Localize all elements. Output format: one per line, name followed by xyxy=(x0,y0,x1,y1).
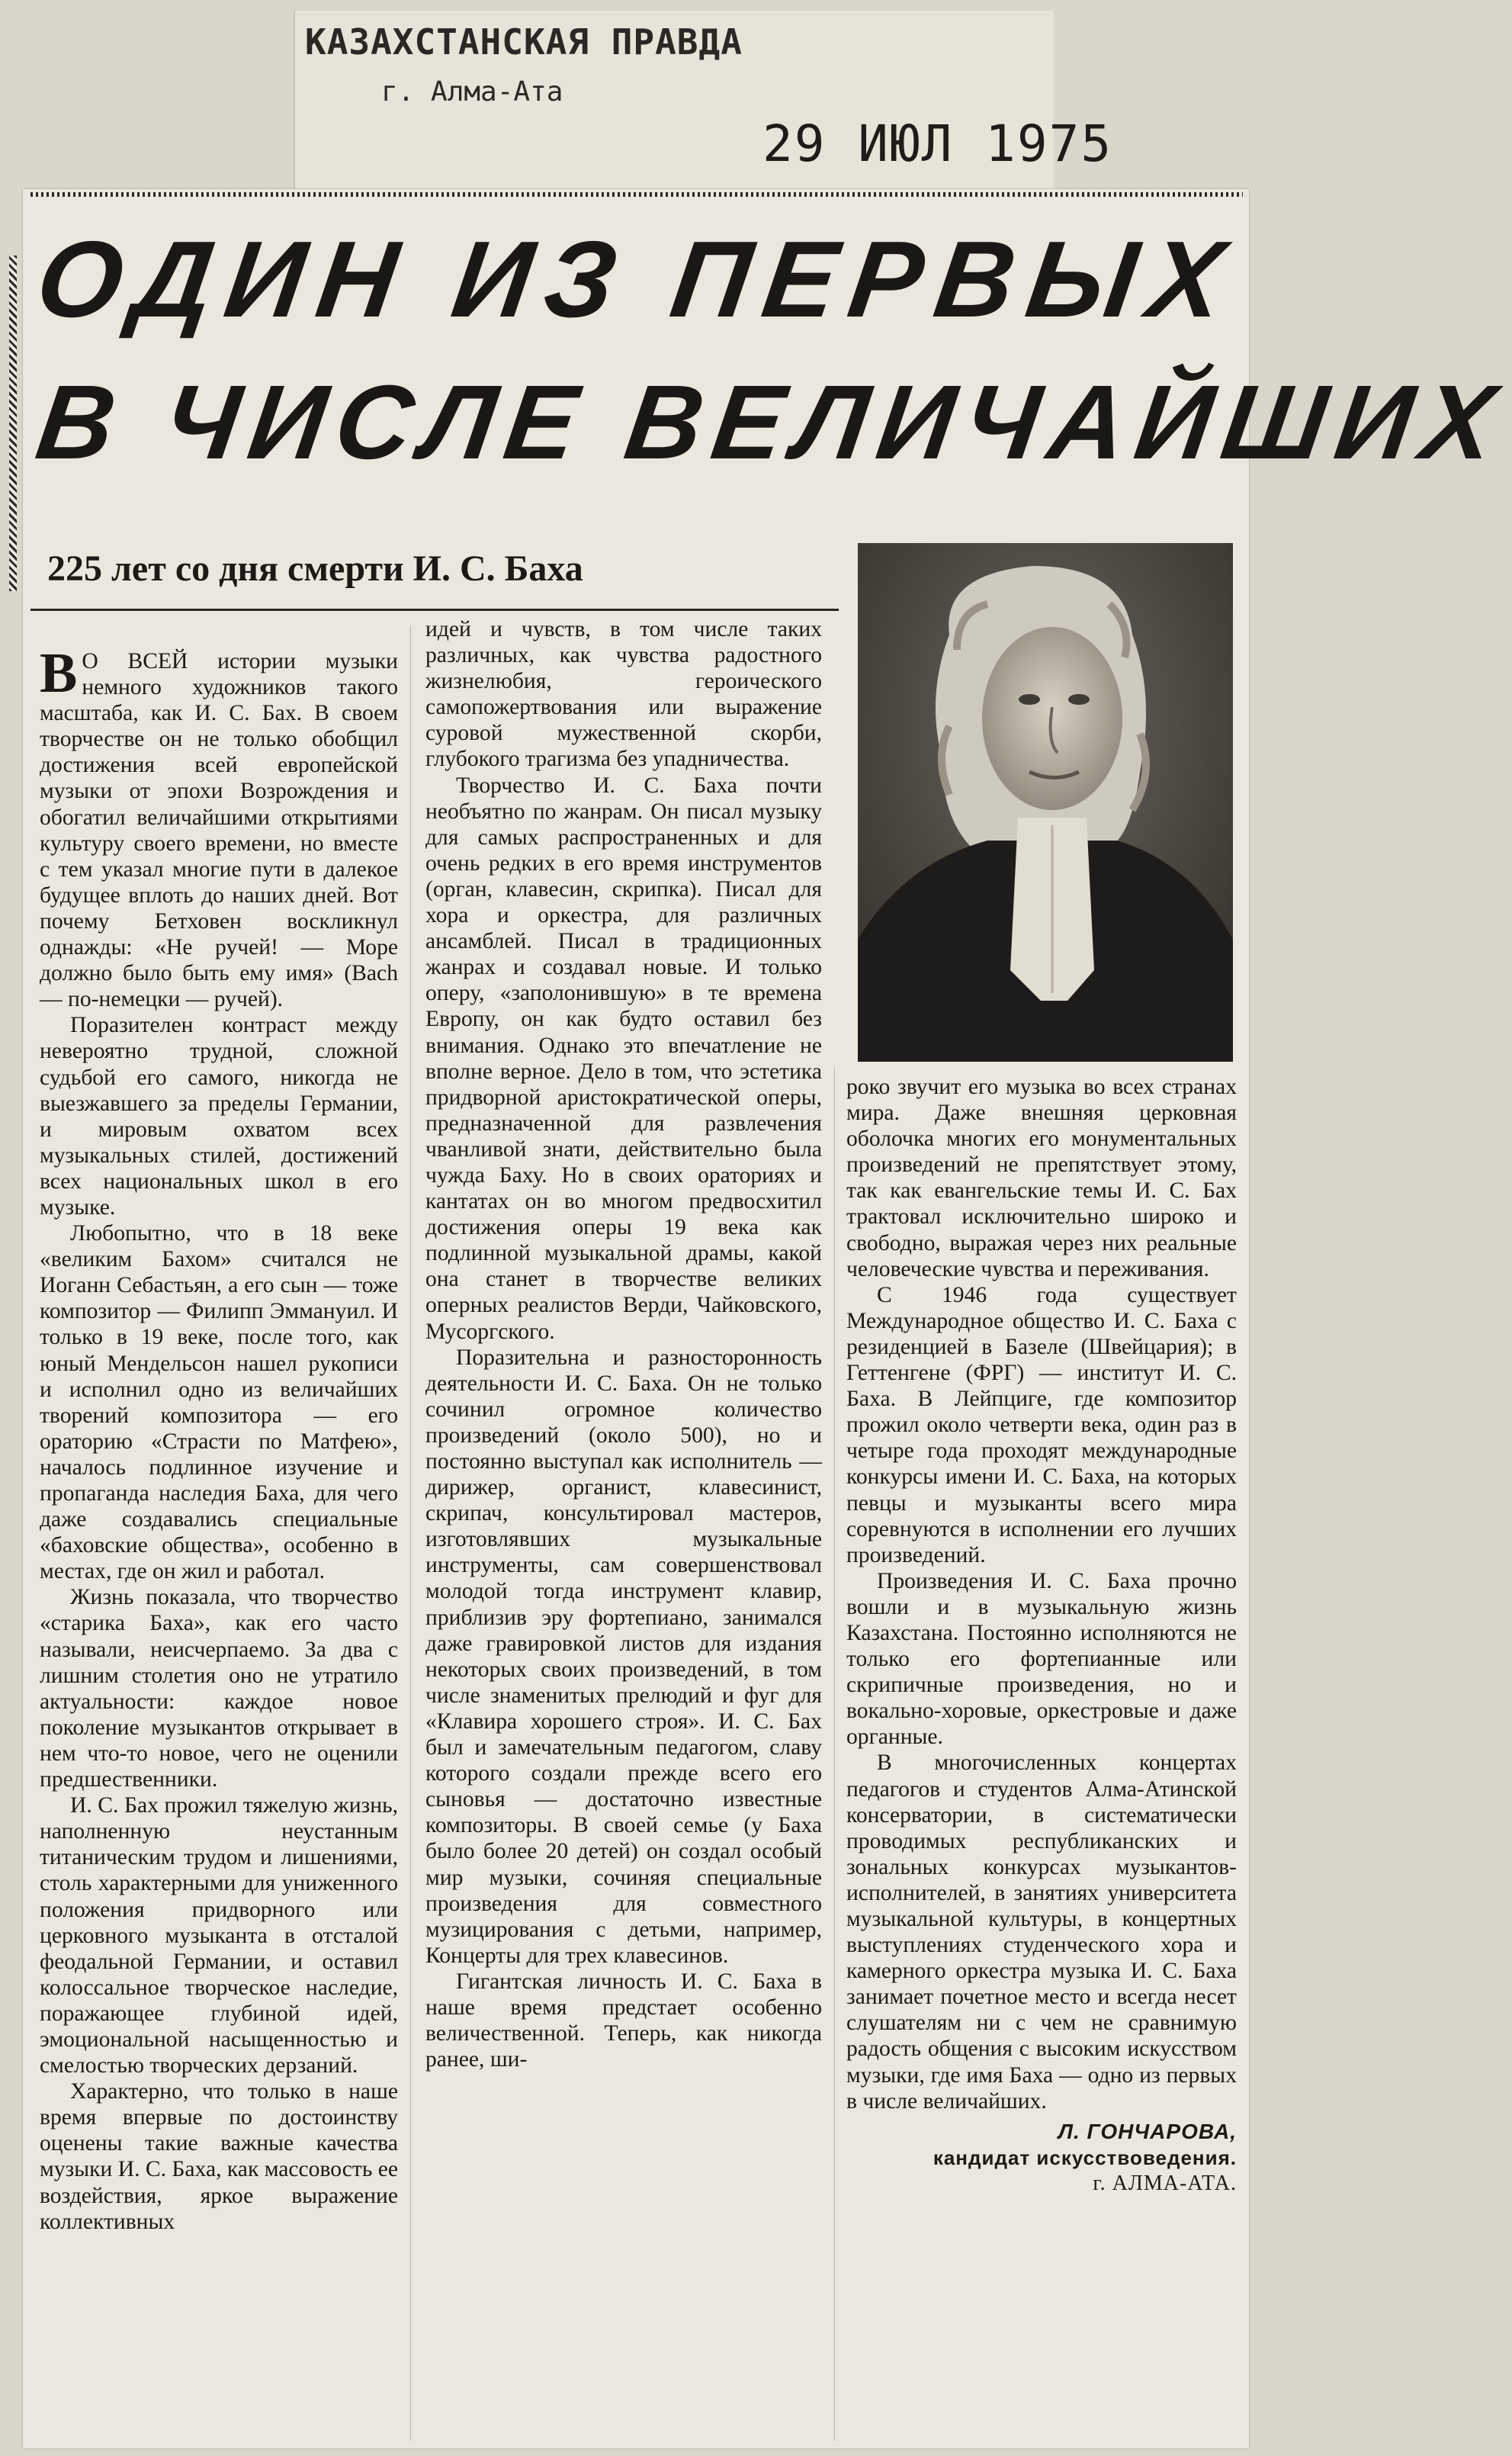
paragraph: Творчество И. С. Баха почти необъятно по жанрам. Он писал музыку для самых распространенных и для очень редких в его время инструментов (орган, клавесин, скрипка). Писал для хора и оркестра, для различных ансамблей. Писал в традиционных жанрах и создавал новые. И только оперу, «заполонившую» в те времена Европу, он как будто оставил без внимания. Однако это впечатление не вполне верное. Дело в том, что эстетика придворной аристократической оперы, предназначенной для развлечения чванливой знати, действительно была чужда Баху. Но в своих ораториях и кантатах он во многом предвосхитил достижения оперы 19 века как подлинной музыкальной драмы, какой она станет в творчестве великих оперных реалистов Верди, Чайковского, Мусоргского. xyxy=(425,773,822,1344)
paragraph: идей и чувств, в том числе таких различных, как чувства радостного жизнелюбия, героического самопожертвования или выражение суровой мужественной скорби, глубокого трагизма без упадничества. xyxy=(425,617,822,772)
author-name: Л. ГОНЧАРОВА, xyxy=(1058,2119,1237,2143)
article-column-1 xyxy=(40,642,398,2235)
headline-line-2: В ЧИСЛЕ ВЕЛИЧАЙШИХ xyxy=(30,364,1512,481)
paragraph: Поразителен контраст между невероятно трудной, сложной судьбой его самого, никогда не выезжавшего за пределы Германии, и мировым охватом всех музыкальных стилей, достижений всех национальных школ в его музыке. xyxy=(40,1013,398,1220)
column-divider-1 xyxy=(410,625,411,2441)
paragraph: Произведения И. С. Баха прочно вошли и в музыкальную жизнь Казахстана. Постоянно исполняются не только его фортепианные или скрипичные произведения, но и вокально-хоровые, оркестровые и даже органные. xyxy=(846,1568,1237,1750)
left-decorative-rule xyxy=(9,256,17,591)
paragraph: Любопытно, что в 18 веке «великим Бахом» считался не Иоганн Себастьян, а его сын — тоже композитор — Филипп Эммануил. И только в 19 веке, после того, как юный Мендельсон нашел рукописи и исполнил одно из величайших творений композитора — его ораторию «Страсти по Матфею», началось подлинное изучение и пропаганда наследия Баха, для чего даже создавались специальные «баховские общества», особенно в местах, где он жил и работал. xyxy=(40,1221,398,1584)
top-decorative-rule xyxy=(30,192,1243,197)
portrait-photo xyxy=(858,543,1233,1062)
paragraph: Поразительна и разносторонность деятельности И. С. Баха. Он не только сочинил огромное количество произведений (около 500), но и постоянно выступал как исполнитель — дирижер, органист, клавесинист, скрипач, консультировал мастеров, изготовлявших музыкальные инструменты, сам совершенствовал молодой тогда инструмент клавир, приблизив эру фортепиано, занимался даже гравировкой листов для издания некоторых своих произведений, в том числе знаменитых прелюдий и фуг для «Клавира хорошего строя». И. С. Бах был и замечательным педагогом, славу которого создали прежде всего его сыновья — достаточно известные композиторы. В своей семье (у Баха было более 20 детей) он создал особый мир музыки, сочиняя специальные произведения для совместного музицирования с детьми, например, Концерты для трех клавесинов. xyxy=(425,1345,822,1968)
newspaper-name: КАЗАХСТАНСКАЯ ПРАВДА xyxy=(305,21,743,63)
paragraph: Характерно, что только в наше время впервые по достоинству оценены такие важные качества музыки И. С. Баха, как массовость ее воздействия, яркое выражение коллективных xyxy=(40,2079,398,2234)
paragraph: роко звучит его музыка во всех странах мира. Даже внешняя церковная оболочка многих его монументальных произведений не препятствует этому, так как евангельские темы И. С. Бах трактовал исключительно широко и свободно, выражая через них реальные человеческие чувства и переживания. xyxy=(846,1075,1237,1281)
headline-line-1: ОДИН ИЗ ПЕРВЫХ xyxy=(29,219,1245,340)
author-city: г. АЛМА-АТА. xyxy=(1093,2171,1237,2195)
article-column-2 xyxy=(425,616,822,2072)
drop-cap: В xyxy=(40,642,78,705)
paragraph: В многочисленных концертах педагогов и студентов Алма-Атинской консерватории, в систематически проводимых республиканских и зональных конкурсах музыкантов-исполнителей, в занятиях университета музыкальной культуры, в концертных выступлениях студенческого хора и камерного оркестра музыка И. С. Баха занимает почетное место и всегда несет слушателям ни с чем не сравнимую радость общения с высоким искусством музыки, где имя Баха — одно из первых в числе величайших. xyxy=(846,1750,1237,2114)
paragraph: Жизнь показала, что творчество «старика Баха», как его часто называли, неисчерпаемо. За два с лишним столетия оно не утратило актуальности: каждое новое поколение музыкантов открывает в нем что-то новое, чего не оценили предшественники. xyxy=(40,1585,398,1792)
bach-portrait-image xyxy=(858,543,1233,1062)
paragraph-text: О ВСЕЙ истории музыки немного художников такого масштаба, как И. С. Бах. В своем творчестве он не только обобщил достижения всей европейской музыки от эпохи Возрождения и обогатил величайшими открытиями культуру своего времени, но вместе с тем указал многие пути в далекое будущее вплоть до наших дней. Вот почему Бетховен воскликнул однажды: «Не ручей! — Море должно было быть ему имя» (Bach — по-немецки — ручей). xyxy=(40,649,398,1012)
column-divider-2 xyxy=(834,1068,835,2441)
paragraph xyxy=(40,642,398,1012)
subheadline: 225 лет со дня смерти И. С. Баха xyxy=(47,548,583,589)
paragraph: Гигантская личность И. С. Баха в наше время предстает особенно величественной. Теперь, как никогда ранее, ши- xyxy=(425,1969,822,2072)
subheadline-rule xyxy=(30,609,839,611)
paragraph: И. С. Бах прожил тяжелую жизнь, наполненную неустанным титаническим трудом и лишениями, столь характерными для униженного положения придворного или церковного музыканта в отсталой феодальной Германии, и оставил колоссальное творческое наследие, поражающее глубиной идей, эмоциональной насыщенностью и смелостью творческих дерзаний. xyxy=(40,1793,398,2078)
stamp-city: г. Алма-Ата xyxy=(381,76,563,108)
paragraph: С 1946 года существует Международное общество И. С. Баха с резиденцией в Базеле (Швейцария); в Геттенгене (ФРГ) — институт И. С. Баха. В Лейпциге, где композитор прожил около четверти века, один раз в четыре года проходят международные конкурсы имени И. С. Баха, на которых певцы и музыканты всего мира соревнуются в исполнении его лучших произведений. xyxy=(846,1282,1237,1567)
article-column-3 xyxy=(846,1074,1237,2197)
stamp-date: 29 ИЮЛ 1975 xyxy=(762,114,1113,173)
author-title: кандидат искусствоведения. xyxy=(933,2146,1237,2169)
